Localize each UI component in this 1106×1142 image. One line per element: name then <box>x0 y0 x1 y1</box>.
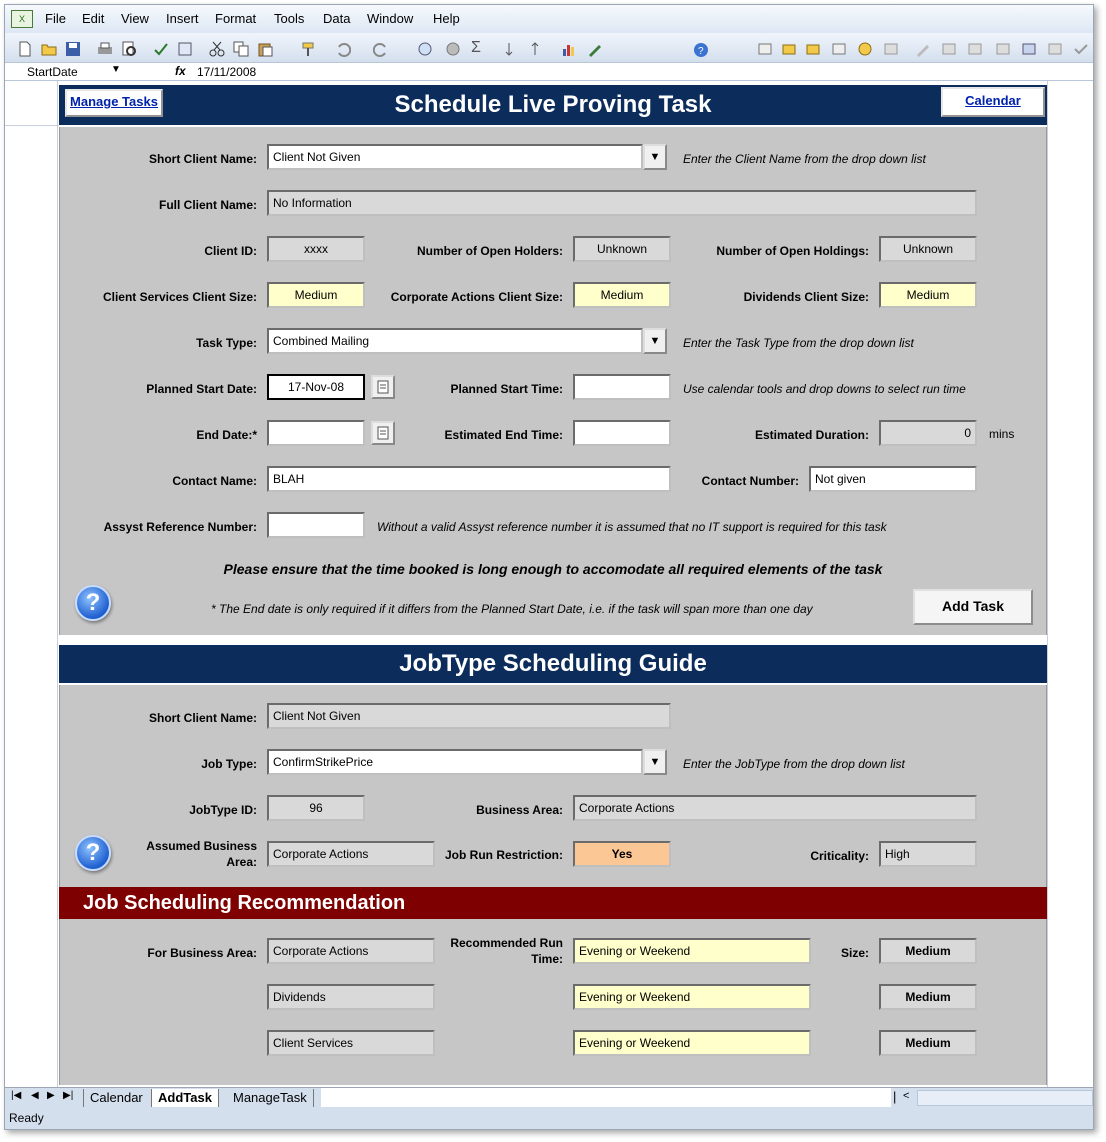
help-icon[interactable]: ? <box>75 835 111 871</box>
excel-app-icon[interactable]: X <box>11 10 33 28</box>
toolbar-icon-11[interactable] <box>1021 41 1037 57</box>
rec-area-field: Client Services <box>267 1030 435 1056</box>
full-client-label: Full Client Name: <box>158 198 257 212</box>
page-title: Schedule Live Proving Task <box>59 85 1047 125</box>
scroll-left-icon[interactable]: < <box>903 1090 910 1102</box>
start-date-input[interactable]: 17-Nov-08 <box>267 374 365 400</box>
short-client-hint: Enter the Client Name from the drop down list <box>683 152 926 166</box>
rec-size-field: Medium <box>879 984 977 1010</box>
size-label: Size: <box>840 946 869 960</box>
job-type-hint: Enter the JobType from the drop down list <box>683 757 905 771</box>
contact-name-input[interactable]: BLAH <box>267 466 671 492</box>
jobtype-id-field: 96 <box>267 795 365 821</box>
open-holdings-label: Number of Open Holdings: <box>716 244 869 258</box>
cs-size-label: Client Services Client Size: <box>102 290 257 304</box>
task-type-hint: Enter the Task Type from the drop down list <box>683 336 914 350</box>
guide-short-client-label: Short Client Name: <box>148 711 257 725</box>
worksheet <box>5 81 1093 1087</box>
rec-area-field: Dividends <box>267 984 435 1010</box>
prev-sheet-icon[interactable]: ◀ <box>31 1090 39 1101</box>
restriction-field: Yes <box>573 841 671 867</box>
tab-addtask[interactable]: AddTask <box>151 1089 219 1107</box>
task-type-combo[interactable]: Combined Mailing <box>267 328 643 354</box>
rec-size-field: Medium <box>879 938 977 964</box>
job-type-combo[interactable]: ConfirmStrikePrice <box>267 749 643 775</box>
status-text: Ready <box>9 1111 44 1125</box>
copy-icon[interactable] <box>233 41 249 57</box>
contact-number-label: Contact Number: <box>701 474 799 488</box>
start-time-hint: Use calendar tools and drop downs to select run time <box>683 382 966 396</box>
assyst-input[interactable] <box>267 512 365 538</box>
rec-area-field: Corporate Actions <box>267 938 435 964</box>
end-time-input[interactable] <box>573 420 671 446</box>
undo-icon[interactable] <box>335 41 351 57</box>
formula-bar <box>5 63 1093 81</box>
open-holders-field: Unknown <box>573 236 671 262</box>
job-type-label: Job Type: <box>201 757 257 771</box>
sheet-tab-bar <box>5 1087 1093 1107</box>
criticality-field: High <box>879 841 977 867</box>
toolbar-icon-8[interactable] <box>941 41 957 57</box>
business-area-field: Corporate Actions <box>573 795 977 821</box>
task-type-label: Task Type: <box>196 336 257 350</box>
menu-window[interactable]: Window <box>367 11 414 26</box>
add-task-button[interactable]: Add Task <box>913 589 1033 625</box>
last-sheet-icon[interactable]: ▶| <box>63 1090 74 1101</box>
end-date-label: End Date:* <box>196 428 257 442</box>
menu-tools[interactable]: Tools <box>274 11 305 26</box>
rec-time-field: Evening or Weekend <box>573 938 811 964</box>
assumed-area-label <box>115 838 257 870</box>
for-area-label: For Business Area: <box>147 946 257 960</box>
svg-text:?: ? <box>698 46 704 57</box>
criticality-label: Criticality: <box>810 849 869 863</box>
open-holdings-field: Unknown <box>879 236 977 262</box>
first-sheet-icon[interactable]: |◀ <box>11 1090 22 1101</box>
contact-number-input[interactable]: Not given <box>809 466 977 492</box>
sort-descending-icon[interactable] <box>531 41 547 57</box>
menu-file[interactable]: File <box>45 11 66 26</box>
hyperlink-icon[interactable] <box>417 41 433 57</box>
calendar-link[interactable]: Calendar <box>941 87 1045 117</box>
research-icon[interactable] <box>177 41 193 57</box>
status-bar <box>5 1107 1093 1130</box>
run-time-label-line1: Recommended Run <box>450 936 563 950</box>
rec-time-field: Evening or Weekend <box>573 984 811 1010</box>
jobtype-id-label: JobType ID: <box>189 803 257 817</box>
guide-short-client-field: Client Not Given <box>267 703 671 729</box>
name-box-dropdown-icon[interactable]: ▼ <box>111 64 121 75</box>
chevron-down-icon[interactable]: ▼ <box>643 749 667 775</box>
business-area-label: Business Area: <box>476 803 563 817</box>
open-icon[interactable] <box>41 41 57 57</box>
toolbar-icon-5[interactable] <box>857 41 873 57</box>
ca-size-field: Medium <box>573 282 671 308</box>
toolbar-icon-3[interactable] <box>805 41 821 57</box>
rec-size-field: Medium <box>879 1030 977 1056</box>
assumed-area-label-line1: Assumed Business <box>146 839 257 853</box>
tab-bar-blank <box>321 1088 891 1108</box>
format-painter-icon[interactable] <box>301 41 317 57</box>
tab-calendar[interactable]: Calendar <box>83 1089 149 1107</box>
start-date-label: Planned Start Date: <box>146 382 257 396</box>
toolbar-icon-6[interactable] <box>883 41 899 57</box>
toolbar-icon-4[interactable] <box>831 41 847 57</box>
duration-unit: mins <box>989 427 1015 441</box>
tab-managetask[interactable]: ManageTask <box>227 1089 314 1107</box>
print-preview-icon[interactable] <box>121 41 137 57</box>
formula-value[interactable]: 17/11/2008 <box>197 65 257 79</box>
gridline <box>5 125 59 126</box>
rec-time-field: Evening or Weekend <box>573 1030 811 1056</box>
start-time-input[interactable] <box>573 374 671 400</box>
sort-ascending-icon[interactable] <box>505 41 521 57</box>
duration-label: Estimated Duration: <box>754 428 869 442</box>
div-size-field: Medium <box>879 282 977 308</box>
print-icon[interactable] <box>97 41 113 57</box>
end-time-label: Estimated End Time: <box>444 428 563 442</box>
toolbar-icon-9[interactable] <box>967 41 983 57</box>
excel-window <box>4 4 1094 1130</box>
open-holders-label: Number of Open Holders: <box>416 244 563 258</box>
run-time-label-line2: Time: <box>531 952 563 966</box>
recommendation-title: Job Scheduling Recommendation <box>59 887 1047 919</box>
div-size-label: Dividends Client Size: <box>743 290 869 304</box>
restriction-label: Job Run Restriction: <box>444 848 563 862</box>
booking-notice: Please ensure that the time booked is long enough to accomodate all required elements of the task <box>223 561 883 577</box>
toolbar-icon-2[interactable] <box>781 41 797 57</box>
paste-icon[interactable] <box>257 41 273 57</box>
end-date-footnote: * The End date is only required if it differs from the Planned Start Date, i.e. if the task will span more than one day <box>211 602 813 616</box>
guide-title: JobType Scheduling Guide <box>59 645 1047 683</box>
save-icon[interactable] <box>65 41 81 57</box>
menu-format[interactable]: Format <box>215 11 257 26</box>
chart-wizard-icon[interactable] <box>561 41 577 57</box>
next-sheet-icon[interactable]: ▶ <box>47 1090 55 1101</box>
end-date-input[interactable] <box>267 420 365 446</box>
drawing-icon[interactable] <box>587 41 603 57</box>
contact-name-label: Contact Name: <box>172 474 257 488</box>
menu-insert[interactable]: Insert <box>166 11 199 26</box>
menu-view[interactable]: View <box>121 11 149 26</box>
cs-size-field: Medium <box>267 282 365 308</box>
assumed-area-label-line2: Area: <box>226 855 257 869</box>
chevron-down-icon[interactable]: ▼ <box>643 328 667 354</box>
toolbar-icon-13[interactable] <box>1073 41 1089 57</box>
manage-tasks-link[interactable]: Manage Tasks <box>65 89 163 117</box>
full-client-field: No Information <box>267 190 977 216</box>
ca-size-label: Corporate Actions Client Size: <box>390 290 563 304</box>
research-globe-icon[interactable] <box>445 41 461 57</box>
name-box[interactable]: StartDate <box>27 65 78 79</box>
function-icon[interactable]: fx <box>175 64 186 78</box>
tab-split-handle[interactable]: | <box>893 1089 897 1104</box>
menu-bar <box>5 5 1093 33</box>
menu-help[interactable]: Help <box>433 11 460 26</box>
assumed-area-field: Corporate Actions <box>267 841 435 867</box>
help-icon[interactable] <box>693 42 709 58</box>
spelling-icon[interactable] <box>153 41 169 57</box>
duration-field: 0 <box>879 420 977 446</box>
autosum-icon[interactable]: Σ <box>471 39 481 56</box>
menu-data[interactable]: Data <box>323 11 351 26</box>
toolbar-icon-7[interactable] <box>915 41 931 57</box>
toolbar-icon-10[interactable] <box>995 41 1011 57</box>
client-id-label: Client ID: <box>204 244 257 258</box>
gridline <box>1047 81 1048 1087</box>
horizontal-scrollbar[interactable] <box>917 1090 1093 1106</box>
short-client-combo[interactable]: Client Not Given <box>267 144 643 170</box>
chevron-down-icon[interactable]: ▼ <box>643 144 667 170</box>
toolbar-icon-12[interactable] <box>1047 41 1063 57</box>
client-id-field: xxxx <box>267 236 365 262</box>
short-client-label: Short Client Name: <box>148 152 257 166</box>
help-icon[interactable]: ? <box>75 585 111 621</box>
assyst-hint: Without a valid Assyst reference number it is assumed that no IT support is required for this task <box>377 520 887 534</box>
cut-icon[interactable] <box>209 41 225 57</box>
new-icon[interactable] <box>17 41 33 57</box>
redo-icon[interactable] <box>373 41 389 57</box>
menu-edit[interactable]: Edit <box>82 11 105 26</box>
standard-toolbar <box>5 33 1093 63</box>
gridline <box>57 81 58 1087</box>
start-time-label: Planned Start Time: <box>450 382 563 396</box>
toolbar-icon-1[interactable] <box>757 41 773 57</box>
assyst-label: Assyst Reference Number: <box>103 520 257 534</box>
